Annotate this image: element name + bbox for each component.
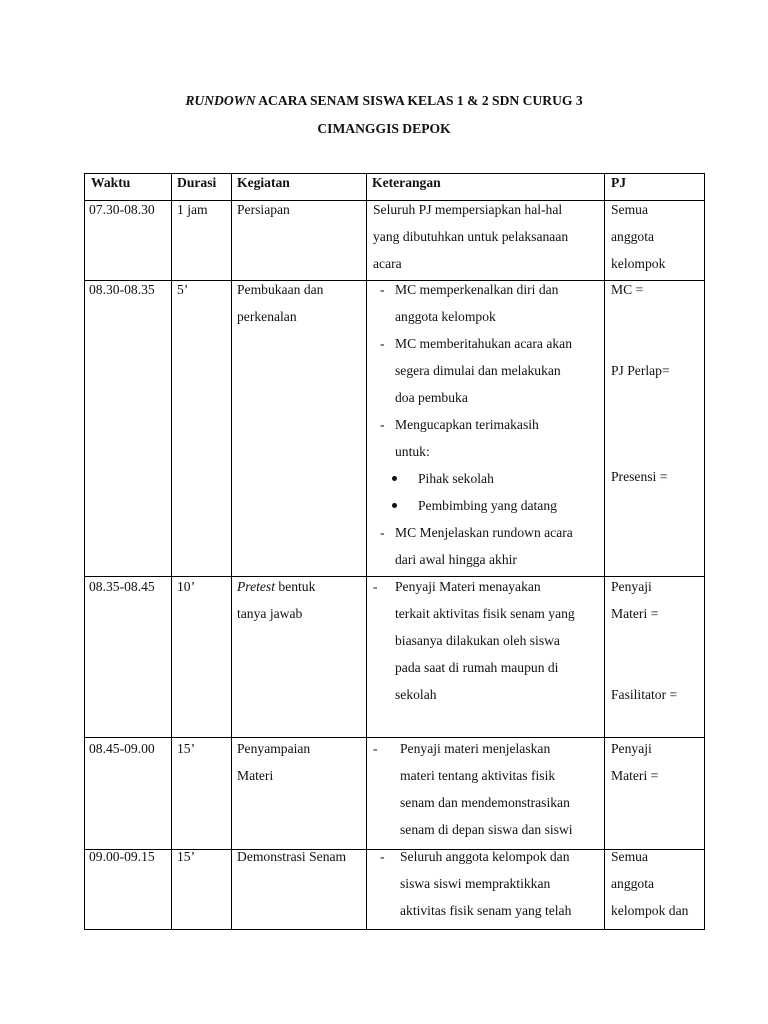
table-rule-bottom bbox=[84, 929, 705, 930]
cell-pj-line: PJ Perlap= bbox=[611, 363, 670, 378]
document-title-line2: CIMANGGIS DEPOK bbox=[317, 121, 451, 136]
cell-waktu: 08.30-08.35 bbox=[89, 282, 155, 297]
cell-keterangan-line: doa pembuka bbox=[395, 390, 468, 405]
cell-keterangan-line: dari awal hingga akhir bbox=[395, 552, 517, 567]
table-rule-col3 bbox=[366, 173, 367, 930]
header-pj: PJ bbox=[611, 175, 627, 190]
bullet-icon bbox=[392, 503, 397, 508]
cell-waktu: 08.45-09.00 bbox=[89, 741, 155, 756]
cell-durasi: 10’ bbox=[177, 579, 196, 594]
cell-keterangan-line: MC memberitahukan acara akan bbox=[395, 336, 573, 351]
cell-durasi: 15’ bbox=[177, 741, 196, 756]
cell-waktu: 08.35-08.45 bbox=[89, 579, 155, 594]
table-rule-top bbox=[84, 173, 705, 174]
cell-pj-line: Presensi = bbox=[611, 469, 668, 484]
cell-kegiatan bbox=[237, 579, 315, 595]
kegiatan-italic: Pretest bbox=[237, 579, 275, 594]
cell-keterangan-bullet: Pembimbing yang datang bbox=[418, 498, 557, 513]
title-line1-rest: ACARA SENAM SISWA KELAS 1 & 2 SDN CURUG 3 bbox=[255, 93, 583, 108]
header-waktu: Waktu bbox=[91, 175, 131, 190]
cell-keterangan-line: Seluruh PJ mempersiapkan hal-hal bbox=[373, 202, 563, 217]
bullet-icon bbox=[392, 476, 397, 481]
cell-keterangan-line: siswa siswi mempraktikkan bbox=[400, 876, 551, 891]
cell-pj-line: Penyaji bbox=[611, 741, 652, 756]
dash-marker: - bbox=[373, 741, 378, 756]
kegiatan-rest: bentuk bbox=[275, 579, 316, 594]
table-rule-col2 bbox=[231, 173, 232, 930]
cell-keterangan-line: untuk: bbox=[395, 444, 430, 459]
cell-keterangan-line: senam dan mendemonstrasikan bbox=[400, 795, 570, 810]
cell-waktu: 07.30-08.30 bbox=[89, 202, 155, 217]
cell-durasi: 1 jam bbox=[177, 202, 208, 217]
cell-keterangan-line: terkait aktivitas fisik senam yang bbox=[395, 606, 575, 621]
cell-pj-line: Fasilitator = bbox=[611, 687, 678, 702]
dash-marker: - bbox=[380, 525, 385, 540]
cell-durasi: 15’ bbox=[177, 849, 196, 864]
cell-pj-line: anggota bbox=[611, 876, 655, 891]
cell-keterangan-line: aktivitas fisik senam yang telah bbox=[400, 903, 572, 918]
cell-kegiatan: Persiapan bbox=[237, 202, 290, 217]
title-italic-word: RUNDOWN bbox=[185, 93, 256, 108]
cell-pj-line: Penyaji bbox=[611, 579, 652, 594]
header-kegiatan: Kegiatan bbox=[237, 175, 290, 190]
cell-pj-line: anggota bbox=[611, 229, 655, 244]
cell-kegiatan: perkenalan bbox=[237, 309, 297, 324]
rundown-table bbox=[84, 173, 705, 930]
dash-marker: - bbox=[380, 849, 385, 864]
cell-pj-line: MC = bbox=[611, 282, 644, 297]
table-rule-col4 bbox=[604, 173, 605, 930]
cell-keterangan-line: sekolah bbox=[395, 687, 437, 702]
cell-keterangan-line: acara bbox=[373, 256, 402, 271]
cell-keterangan-bullet: Pihak sekolah bbox=[418, 471, 494, 486]
cell-keterangan-line: segera dimulai dan melakukan bbox=[395, 363, 561, 378]
document-title-line1 bbox=[0, 92, 768, 110]
cell-keterangan-line: biasanya dilakukan oleh siswa bbox=[395, 633, 560, 648]
dash-marker: - bbox=[380, 417, 385, 432]
cell-pj-line: kelompok bbox=[611, 256, 666, 271]
cell-waktu: 09.00-09.15 bbox=[89, 849, 155, 864]
cell-pj-line: Materi = bbox=[611, 768, 659, 783]
cell-keterangan-line: Penyaji materi menjelaskan bbox=[400, 741, 551, 756]
cell-kegiatan: Materi bbox=[237, 768, 274, 783]
cell-keterangan-line: yang dibutuhkan untuk pelaksanaan bbox=[373, 229, 569, 244]
cell-durasi: 5’ bbox=[177, 282, 189, 297]
cell-kegiatan: tanya jawab bbox=[237, 606, 303, 621]
cell-keterangan-line: pada saat di rumah maupun di bbox=[395, 660, 559, 675]
cell-keterangan-line: MC Menjelaskan rundown acara bbox=[395, 525, 573, 540]
cell-kegiatan: Penyampaian bbox=[237, 741, 311, 756]
header-keterangan: Keterangan bbox=[372, 175, 441, 190]
cell-pj-line: kelompok dan bbox=[611, 903, 689, 918]
cell-keterangan-line: senam di depan siswa dan siswi bbox=[400, 822, 573, 837]
cell-keterangan-line: anggota kelompok bbox=[395, 309, 496, 324]
table-rule-row2 bbox=[84, 576, 705, 577]
dash-marker: - bbox=[373, 579, 378, 594]
cell-kegiatan: Demonstrasi Senam bbox=[237, 849, 347, 864]
table-rule-col1 bbox=[171, 173, 172, 930]
header-durasi: Durasi bbox=[177, 175, 217, 190]
cell-keterangan-line: MC memperkenalkan diri dan bbox=[395, 282, 559, 297]
table-rule-row3 bbox=[84, 737, 705, 738]
table-rule-row1 bbox=[84, 280, 705, 281]
cell-pj-line: Semua bbox=[611, 202, 648, 217]
cell-pj-line: Materi = bbox=[611, 606, 659, 621]
cell-keterangan-line: Seluruh anggota kelompok dan bbox=[400, 849, 570, 864]
table-rule-left bbox=[84, 173, 85, 930]
dash-marker: - bbox=[380, 336, 385, 351]
cell-keterangan-line: Penyaji Materi menayakan bbox=[395, 579, 541, 594]
cell-keterangan-line: materi tentang aktivitas fisik bbox=[400, 768, 556, 783]
table-rule-right bbox=[704, 173, 705, 930]
cell-keterangan-line: Mengucapkan terimakasih bbox=[395, 417, 539, 432]
table-rule-header bbox=[84, 200, 705, 201]
cell-pj-line: Semua bbox=[611, 849, 648, 864]
dash-marker: - bbox=[380, 282, 385, 297]
cell-kegiatan: Pembukaan dan bbox=[237, 282, 324, 297]
